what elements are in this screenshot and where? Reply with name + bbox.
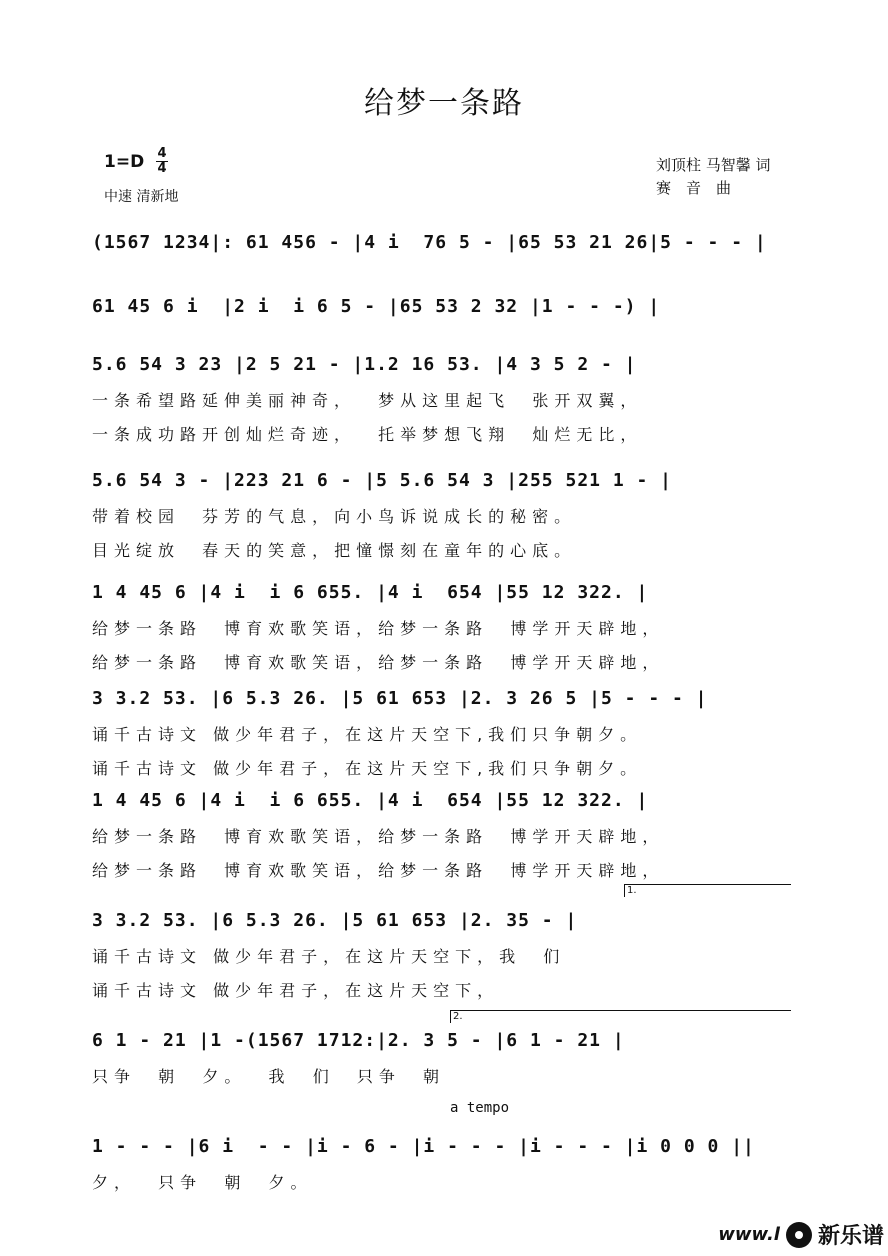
- lyric-line: 带着校园 芬芳的气息，向小鸟诉说成长的秘密。: [92, 507, 577, 526]
- lyric-line: 诵千古诗文 做少年君子，在这片天空下,我们只争朝夕。: [92, 725, 643, 744]
- notation-line: (1567 1234|: 61 456 - |4 i 76 5 - |65 53 21 26|5 - - - |: [92, 232, 767, 253]
- notation-line: 1 4 45 6 |4 i i 6 655. |4 i 654 |55 12 322. |: [92, 790, 649, 811]
- composer-credit: 赛 音 曲: [656, 179, 732, 197]
- staff-system: [92, 780, 798, 820]
- staff-system: [92, 678, 798, 718]
- lyric-line: 目光绽放 春天的笑意，把憧憬刻在童年的心底。: [92, 541, 577, 560]
- time-signature-bottom: 4: [157, 161, 167, 176]
- a-tempo-mark: a tempo: [450, 1100, 510, 1116]
- notation-line: 6 1 - 21 |1 -(1567 1712:|2. 3 5 - |6 1 - 21 |: [92, 1030, 625, 1051]
- record-disc-icon: [786, 1222, 812, 1248]
- staff-system: [92, 1020, 798, 1060]
- song-title: 给梦一条路: [364, 86, 524, 121]
- volta-1-bracket: 1.: [624, 884, 791, 897]
- notation-line: 3 3.2 53. |6 5.3 26. |5 61 653 |2. 3 26 5 |5 - - - |: [92, 688, 708, 709]
- lyric-line: 诵千古诗文 做少年君子，在这片天空下，我 们: [92, 947, 566, 966]
- lyric-line: 给梦一条路 博育欢歌笑语，给梦一条路 博学开天辟地，: [92, 827, 665, 846]
- staff-system: [92, 460, 798, 500]
- lyricist-credit: 刘顶柱 马智馨 词: [656, 156, 771, 174]
- lyric-line: 诵千古诗文 做少年君子，在这片天空下,我们只争朝夕。: [92, 759, 643, 778]
- lyric-line: 给梦一条路 博育欢歌笑语，给梦一条路 博学开天辟地，: [92, 653, 665, 672]
- notation-line: 5.6 54 3 23 |2 5 21 - |1.2 16 53. |4 3 5 2 - |: [92, 354, 637, 375]
- tempo-mark: 中速 清新地: [104, 189, 179, 205]
- staff-system: [92, 572, 798, 612]
- watermark-brand: 新乐谱: [817, 1224, 884, 1249]
- staff-system: [92, 286, 798, 326]
- lyric-line: 一条成功路开创灿烂奇迹， 托举梦想飞翔 灿烂无比，: [92, 425, 643, 444]
- notation-line: 61 45 6 i |2 i i 6 5 - |65 53 2 32 |1 - - -) |: [92, 296, 661, 317]
- notation-line: 1 - - - |6 i - - |i - 6 - |i - - - |i - - - |i 0 0 0 ||: [92, 1136, 755, 1157]
- lyric-line: 给梦一条路 博育欢歌笑语，给梦一条路 博学开天辟地，: [92, 861, 665, 880]
- time-signature: [156, 147, 168, 176]
- lyric-line: 给梦一条路 博育欢歌笑语，给梦一条路 博学开天辟地，: [92, 619, 665, 638]
- notation-line: 3 3.2 53. |6 5.3 26. |5 61 653 |2. 35 - |: [92, 910, 578, 931]
- staff-system: [92, 222, 798, 262]
- watermark-logo: [718, 1219, 884, 1250]
- volta-2-bracket: 2.: [450, 1010, 791, 1023]
- key-signature: 1=D: [104, 152, 145, 172]
- notation-line: 5.6 54 3 - |223 21 6 - |5 5.6 54 3 |255 521 1 - |: [92, 470, 673, 491]
- staff-system: [92, 1126, 798, 1166]
- lyric-line: 只争 朝 夕。 我 们 只争 朝: [92, 1067, 446, 1086]
- watermark-url: www.l: [718, 1224, 780, 1245]
- staff-system: [92, 344, 798, 384]
- lyric-line: 夕， 只争 朝 夕。: [92, 1173, 313, 1192]
- lyric-line: 一条希望路延伸美丽神奇， 梦从这里起飞 张开双翼，: [92, 391, 643, 410]
- lyric-line: 诵千古诗文 做少年君子，在这片天空下，: [92, 981, 500, 1000]
- staff-system: [92, 900, 798, 940]
- credits: [656, 154, 771, 200]
- time-signature-top: 4: [157, 146, 167, 161]
- notation-line: 1 4 45 6 |4 i i 6 655. |4 i 654 |55 12 322. |: [92, 582, 649, 603]
